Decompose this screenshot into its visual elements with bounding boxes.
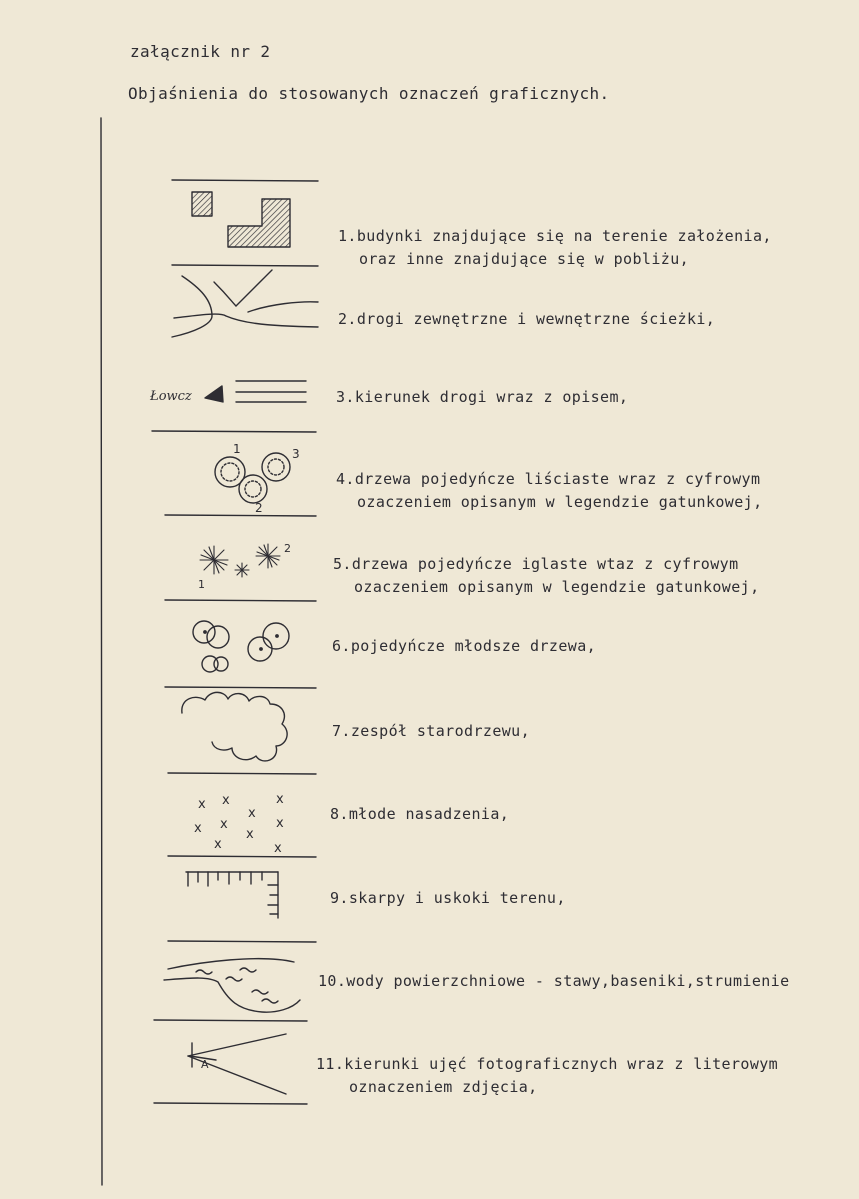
svg-text:x: x [276, 792, 284, 807]
road-direction-symbol [149, 381, 306, 404]
conifer-number-2: 2 [284, 542, 291, 555]
svg-text:x: x [274, 841, 282, 856]
legend-item-6: 6.pojedyńcze młodsze drzewa, [332, 637, 597, 655]
attachment-label: załącznik nr 2 [130, 42, 271, 61]
svg-text:x: x [220, 817, 228, 832]
legend-item-4: 4.drzewa pojedyńcze liściaste wraz z cyfrowym ozaczeniem opisanym w legendzie gatunkowej, [336, 470, 763, 511]
legend-item-8: 8.młode nasadzenia, [330, 805, 510, 823]
deciduous-trees-symbol [215, 442, 300, 515]
slopes-symbol [186, 872, 278, 918]
legend-item-1: 1.budynki znajdujące się na terenie założenia, oraz inne znajdujące się w pobliżu, [338, 227, 772, 268]
legend-item-9: 9.skarpy i uskoki terenu, [330, 889, 566, 907]
tree-number-1: 1 [233, 442, 241, 456]
page-title: Objaśnienia do stosowanych oznaczeń graficznych. [128, 84, 610, 103]
conifer-number-1: 1 [198, 578, 205, 591]
svg-text:x: x [194, 821, 202, 836]
buildings-symbol [192, 192, 290, 247]
young-trees-symbol [193, 621, 289, 672]
legend-item-10: 10.wody powierzchniowe - stawy,baseniki,strumienie [318, 972, 790, 990]
svg-text:x: x [276, 816, 284, 831]
roads-symbol [172, 270, 318, 337]
old-tree-stand-symbol [182, 692, 287, 761]
tree-number-2: 2 [255, 501, 263, 515]
legend-item-5: 5.drzewa pojedyńcze iglaste wtaz z cyfrowym ozaczeniem opisanym w legendzie gatunkowej, [333, 555, 760, 596]
legend-item-3: 3.kierunek drogi wraz z opisem, [336, 388, 629, 406]
svg-text:x: x [222, 793, 230, 808]
surface-water-symbol [164, 959, 300, 1012]
legend-item-7: 7.zespół starodrzewu, [332, 722, 531, 740]
road-label: Łowcz [150, 389, 192, 404]
svg-text:x: x [214, 837, 222, 852]
svg-text:x: x [248, 806, 256, 821]
svg-text:x: x [198, 797, 206, 812]
photo-letter: A [201, 1058, 209, 1071]
tree-number-3: 3 [292, 447, 300, 461]
coniferous-trees-symbol [198, 542, 291, 591]
young-plantings-symbol [194, 792, 284, 856]
margin-rule [101, 118, 102, 1185]
legend-item-11: 11.kierunki ujęć fotograficznych wraz z literowym oznaczeniem zdjęcia, [316, 1055, 779, 1096]
photo-direction-symbol [188, 1034, 286, 1094]
legend-item-2: 2.drogi zewnętrzne i wewnętrzne ścieżki, [338, 310, 716, 328]
svg-text:x: x [246, 827, 254, 842]
